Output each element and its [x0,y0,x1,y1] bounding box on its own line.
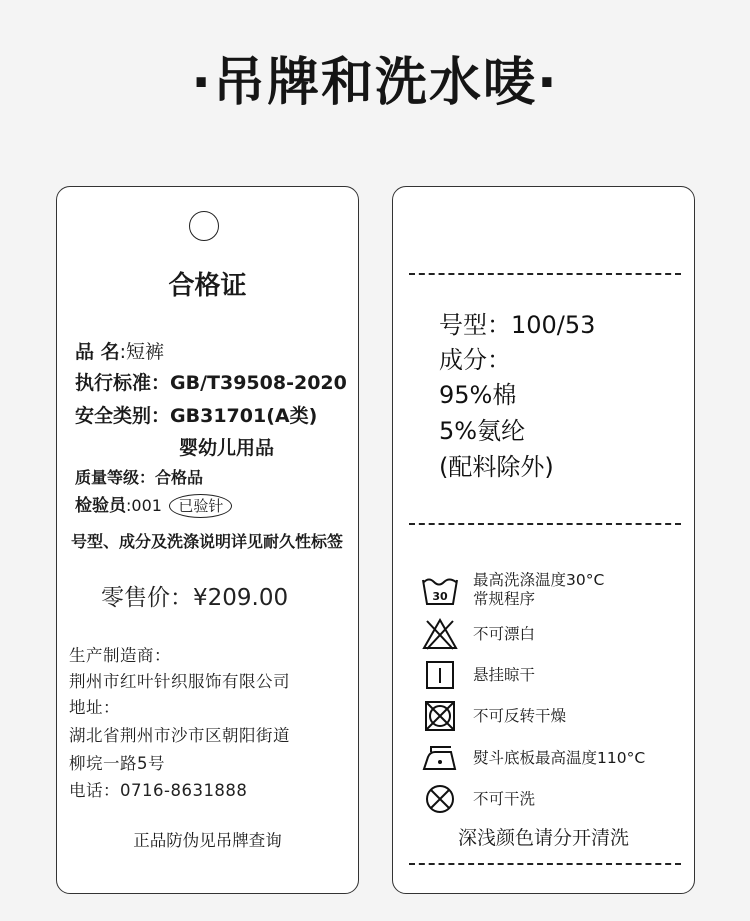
wash-30-icon [421,574,459,606]
dashed-divider [409,863,681,865]
manufacturer-label: 生产制造商： [69,646,171,665]
manufacturer-name: 荆州市红叶针织服饰有限公司 [69,672,290,691]
care-line-dry [421,659,535,691]
care-iron [421,743,645,773]
iron-110-icon [421,743,459,773]
line-dry-icon [421,659,459,691]
inspector-label: 检验员 [75,496,126,516]
composition-label: 成分： [439,346,511,374]
tag-hole-icon [189,211,219,241]
care-text: 悬挂晾干 [473,665,536,684]
inspector-value: :001 [126,496,162,515]
fiber-cotton: 95%棉 [439,381,517,409]
address-line-1: 湖北省荆州市沙市区朝阳街道 [69,726,290,745]
care-text [473,571,604,609]
wash-label-card [392,186,695,894]
wash-program-text: 常规程序 [473,590,536,608]
no-tumble-dry-icon [421,699,459,733]
address-line-2: 柳垸一路5号 [69,754,165,773]
inspector-row [75,491,232,518]
quality-value: 合格品 [155,468,204,487]
safety-value: GB31701(A类) [170,405,318,427]
no-dry-clean-icon [421,783,459,815]
care-no-dry-clean [421,783,535,815]
size-spec: 号型：100/53 [439,311,596,339]
address-label: 地址： [69,698,120,717]
dashed-divider [409,523,681,525]
product-name-row [75,337,164,364]
care-text: 不可反转干燥 [473,706,567,725]
product-name-label: 品 名 [75,341,120,363]
standard-label: 执行标准： [75,372,171,394]
care-no-bleach [421,617,535,651]
retail-price: 零售价：¥209.00 [101,585,289,611]
page-title: ·吊牌和洗水唛· [191,53,559,113]
authenticity-note: 正品防伪见吊牌查询 [133,831,282,850]
safety-row [75,401,317,428]
standard-value: GB/T39508-2020 [170,372,347,394]
fiber-note: (配料除外) [439,453,554,481]
phone-number: 电话：0716-8631888 [69,781,248,800]
care-no-tumble-dry [421,699,566,733]
product-name-value: :短裤 [119,341,165,363]
quality-row [75,465,203,488]
safety-label: 安全类别： [75,405,171,427]
fiber-spandex: 5%氨纶 [439,417,526,445]
care-wash-30 [421,571,604,609]
inspected-stamp: 已验针 [169,494,232,518]
dashed-divider [409,273,681,275]
care-text: 不可漂白 [473,624,536,643]
care-text: 不可干洗 [473,789,536,808]
quality-label: 质量等级： [75,468,156,487]
care-text: 熨斗底板最高温度110°C [473,748,646,767]
hang-tag-card [56,186,359,894]
durability-notice: 号型、成分及洗涤说明详见耐久性标签 [71,532,344,551]
svg-text:30: 30 [432,590,448,603]
no-bleach-icon [421,617,459,651]
safety-note: 婴幼儿用品 [179,437,275,459]
standard-row [75,368,347,395]
separate-colors-note: 深浅颜色请分开清洗 [457,827,629,849]
certificate-heading: 合格证 [168,271,247,301]
wash-temp-text: 最高洗涤温度30°C [473,571,605,589]
